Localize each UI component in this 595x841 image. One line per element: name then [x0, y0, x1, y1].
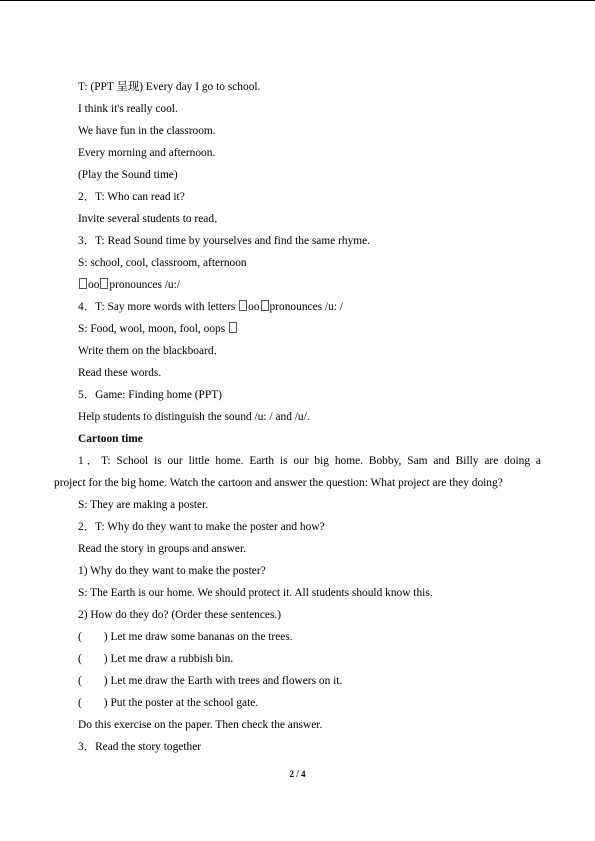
- text-line: 2．T: Why do they want to make the poster and how?: [78, 521, 325, 533]
- section-heading: Cartoon time: [78, 433, 143, 445]
- text-line: 5．Game: Finding home (PPT): [78, 389, 222, 401]
- text-line: Read the story in groups and answer.: [78, 543, 246, 555]
- text-line: S: Food, wool, moon, fool, oops: [78, 322, 238, 336]
- order-item: ( ) Put the poster at the school gate.: [78, 697, 259, 709]
- text-line: 1) Why do they want to make the poster?: [78, 565, 266, 577]
- text-line: 1．T: School is our little home. Earth is our big home. Bobby, Sam and Billy are doing a: [78, 455, 541, 467]
- text-line: 2) How do they do? (Order these sentences.): [78, 609, 282, 621]
- missing-glyph-icon: [100, 278, 108, 289]
- text-line: 2．T: Who can read it?: [78, 191, 185, 203]
- missing-glyph-icon: [239, 300, 247, 311]
- missing-glyph-icon: [79, 278, 87, 289]
- text-line: Write them on the blackboard．: [78, 345, 225, 357]
- page-number: 2 / 4: [289, 769, 306, 779]
- text-line: Help students to distinguish the sound /u: / and /u/.: [78, 411, 310, 423]
- top-rule: [0, 0, 595, 1]
- text-line: 3．T: Read Sound time by yourselves and find the same rhyme.: [78, 235, 371, 247]
- text-line: 4．T: Say more words with letters oo pronounces /u: /: [78, 301, 343, 313]
- text-line: I think it's really cool.: [78, 103, 178, 115]
- text-line: Invite several students to read．: [78, 213, 226, 225]
- order-item: ( ) Let me draw a rubbish bin.: [78, 653, 234, 665]
- text-line: S: school, cool, classroom, afternoon: [78, 257, 247, 269]
- order-item: ( ) Let me draw some bananas on the trees.: [78, 631, 293, 643]
- text-line: Read these words.: [78, 367, 162, 379]
- text-line: 3．Read the story together: [78, 741, 202, 753]
- text-line: (Play the Sound time): [78, 169, 178, 181]
- text-line: T: (PPT 呈现) Every day I go to school.: [78, 81, 261, 93]
- text-line: oo pronounces /u:/: [78, 278, 180, 292]
- missing-glyph-icon: [229, 322, 237, 333]
- text-line: project for the big home. Watch the cartoon and answer the question: What project are they doing?: [54, 477, 503, 489]
- text-line: S: They are making a poster.: [78, 499, 209, 511]
- text-line: S: The Earth is our home. We should protect it. All students should know this.: [78, 587, 433, 599]
- order-item: ( ) Let me draw the Earth with trees and flowers on it.: [78, 675, 343, 687]
- text-line: Every morning and afternoon.: [78, 147, 216, 159]
- text-line: Do this exercise on the paper. Then check the answer.: [78, 719, 323, 731]
- missing-glyph-icon: [261, 300, 269, 311]
- text-line: We have fun in the classroom.: [78, 125, 216, 137]
